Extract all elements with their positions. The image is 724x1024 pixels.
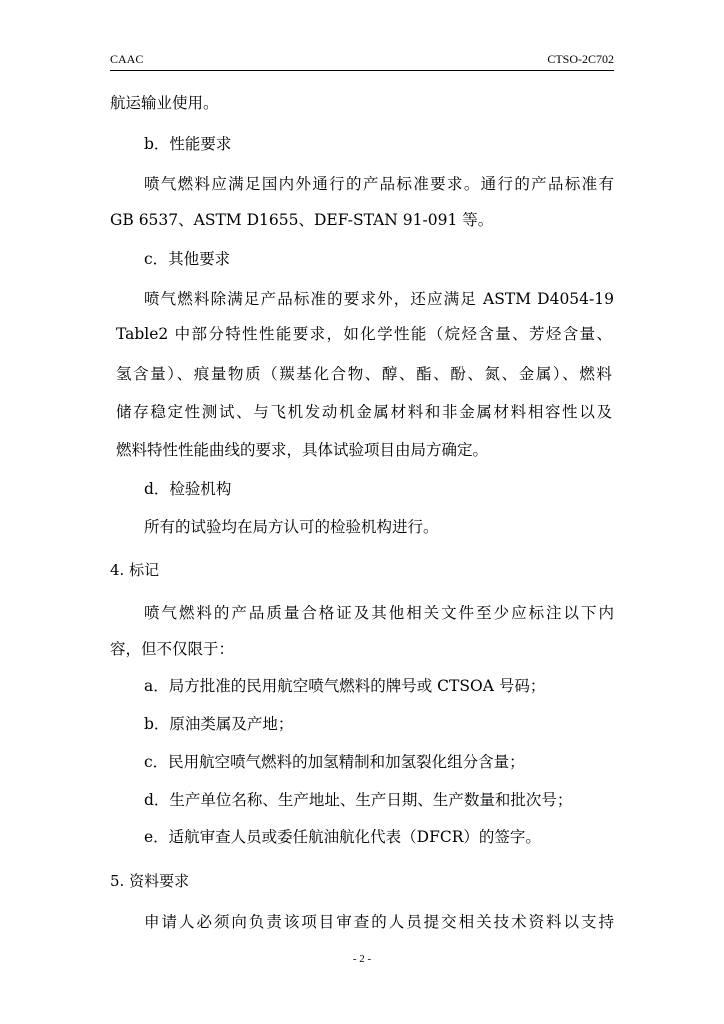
paragraph-line: 喷气燃料的产品质量合格证及其他相关文件至少应标注以下内 (144, 604, 614, 622)
page-number: - 2 - (352, 953, 372, 965)
paragraph-line: Table2 中部分特性性能要求，如化学性能（烷烃含量、芳烃含量、 (116, 325, 612, 343)
paragraph-line: 喷气燃料除满足产品标准的要求外，还应满足 ASTM D4054-19 (144, 290, 614, 308)
list-item: b．原油类属及产地； (144, 715, 294, 733)
section-heading-marking: 4. 标记 (110, 561, 160, 579)
paragraph-line: 储存稳定性测试、与飞机发动机金属材料和非金属材料相容性以及 (116, 403, 612, 421)
paragraph-line: 申请人必须向负责该项目审查的人员提交相关技术资料以支持 (144, 913, 614, 931)
list-item: d．生产单位名称、生产地址、生产日期、生产数量和批次号； (144, 791, 573, 809)
page-header (110, 50, 614, 71)
paragraph-line: 航运输业使用。 (110, 94, 219, 112)
subsection-heading-d: d．检验机构 (144, 480, 232, 498)
subsection-heading-b: b．性能要求 (144, 135, 232, 153)
paragraph-line: 喷气燃料应满足国内外通行的产品标准要求。通行的产品标准有 (144, 175, 614, 193)
paragraph-line: 氢含量）、痕量物质（羰基化合物、醇、酯、酚、氮、金属）、燃料 (116, 365, 612, 383)
paragraph-line: GB 6537、ASTM D1655、DEF-STAN 91-091 等。 (110, 211, 494, 229)
list-item: e．适航审查人员或委任航油航化代表（DFCR）的签字。 (144, 828, 541, 846)
list-item: a．局方批准的民用航空喷气燃料的牌号或 CTSOA 号码； (144, 677, 546, 695)
header-org: CAAC (110, 52, 144, 66)
paragraph-line: 容，但不仅限于： (110, 640, 235, 658)
header-doc-number: CTSO-2C702 (547, 52, 614, 66)
paragraph-line: 所有的试验均在局方认可的检验机构进行。 (144, 518, 439, 536)
section-heading-documents: 5. 资料要求 (110, 872, 190, 890)
subsection-heading-c: c．其他要求 (144, 250, 231, 268)
paragraph-line: 燃料特性性能曲线的要求，具体试验项目由局方确定。 (116, 441, 489, 459)
list-item: c．民用航空喷气燃料的加氢精制和加氢裂化组分含量； (144, 753, 525, 771)
